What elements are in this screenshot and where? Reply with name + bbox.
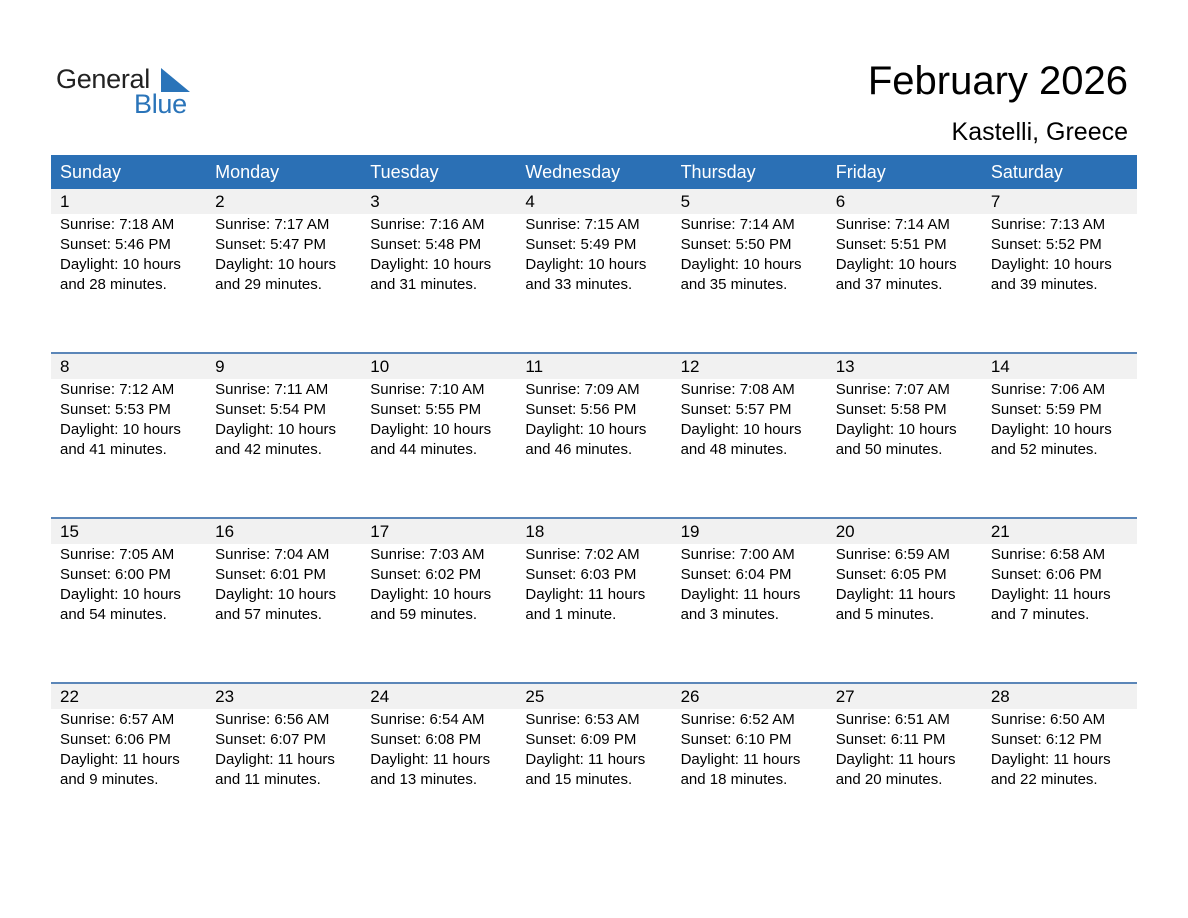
day-info bbox=[361, 544, 516, 625]
weekday-label: Monday bbox=[215, 162, 280, 182]
daylight-minutes-text: and 11 minutes. bbox=[215, 771, 321, 788]
day-cell bbox=[672, 189, 827, 295]
day-cell bbox=[516, 189, 671, 295]
logo-text-general: General bbox=[56, 64, 150, 94]
daylight-text: Daylight: 10 hours bbox=[525, 421, 647, 438]
day-number: 14 bbox=[982, 354, 1137, 379]
daylight-minutes-text: and 28 minutes. bbox=[60, 276, 167, 293]
daylight-text: Daylight: 10 hours bbox=[60, 586, 181, 603]
day-number: 4 bbox=[516, 189, 671, 214]
day-number: 12 bbox=[672, 354, 827, 379]
daylight-text: Daylight: 11 hours bbox=[525, 586, 646, 603]
day-cell bbox=[206, 684, 361, 790]
day-number: 28 bbox=[982, 684, 1137, 709]
daylight-minutes-text: and 52 minutes. bbox=[990, 441, 1098, 458]
sunrise-text: Sunrise: 7:09 AM bbox=[525, 381, 640, 398]
sunset-text: Sunset: 5:48 PM bbox=[370, 236, 482, 253]
sunrise-text: Sunrise: 6:54 AM bbox=[370, 711, 485, 728]
day-info bbox=[361, 709, 516, 790]
day-info bbox=[51, 379, 206, 460]
daylight-minutes-text: and 7 minutes. bbox=[990, 606, 1090, 623]
day-info bbox=[516, 214, 671, 295]
daylight-text: Daylight: 10 hours bbox=[835, 421, 957, 438]
daylight-minutes-text: and 35 minutes. bbox=[680, 276, 788, 293]
day-cell bbox=[672, 519, 827, 625]
day-info bbox=[827, 214, 982, 295]
sunrise-text: Sunrise: 7:00 AM bbox=[680, 546, 795, 563]
daylight-text: Daylight: 10 hours bbox=[835, 256, 957, 273]
day-info bbox=[51, 544, 206, 625]
day-number: 23 bbox=[206, 684, 361, 709]
sunset-text: Sunset: 5:56 PM bbox=[525, 401, 637, 418]
daylight-text: Daylight: 11 hours bbox=[680, 751, 801, 768]
sunrise-text: Sunrise: 7:03 AM bbox=[370, 546, 485, 563]
daylight-text: Daylight: 11 hours bbox=[835, 751, 956, 768]
daylight-minutes-text: and 31 minutes. bbox=[370, 276, 478, 293]
daylight-minutes-text: and 13 minutes. bbox=[370, 771, 478, 788]
day-info bbox=[516, 544, 671, 625]
day-info bbox=[982, 709, 1137, 790]
logo-text-blue: Blue bbox=[134, 89, 187, 119]
day-number: 16 bbox=[206, 519, 361, 544]
sunrise-text: Sunrise: 7:08 AM bbox=[680, 381, 795, 398]
sunrise-text: Sunrise: 7:14 AM bbox=[835, 216, 950, 233]
daylight-minutes-text: and 54 minutes. bbox=[60, 606, 167, 623]
day-cell bbox=[51, 519, 206, 625]
day-cell bbox=[361, 519, 516, 625]
daylight-minutes-text: and 42 minutes. bbox=[215, 441, 322, 458]
sunset-text: Sunset: 6:10 PM bbox=[680, 731, 792, 748]
day-number: 3 bbox=[361, 189, 516, 214]
daylight-minutes-text: and 50 minutes. bbox=[835, 441, 943, 458]
sunset-text: Sunset: 5:57 PM bbox=[680, 401, 792, 418]
daylight-text: Daylight: 10 hours bbox=[370, 256, 492, 273]
day-number: 5 bbox=[672, 189, 827, 214]
daylight-text: Daylight: 10 hours bbox=[215, 421, 337, 438]
day-info bbox=[206, 544, 361, 625]
day-info bbox=[827, 544, 982, 625]
sunrise-text: Sunrise: 7:18 AM bbox=[60, 216, 175, 233]
logo bbox=[56, 64, 206, 120]
day-cell bbox=[982, 189, 1137, 295]
daylight-text: Daylight: 10 hours bbox=[370, 421, 492, 438]
weekday-label: Saturday bbox=[990, 162, 1063, 182]
day-info bbox=[516, 379, 671, 460]
sunset-text: Sunset: 6:12 PM bbox=[990, 731, 1102, 748]
day-info bbox=[51, 709, 206, 790]
day-cell bbox=[51, 354, 206, 460]
daylight-text: Daylight: 11 hours bbox=[990, 751, 1111, 768]
daylight-text: Daylight: 11 hours bbox=[680, 586, 801, 603]
weekday-label: Friday bbox=[835, 162, 886, 182]
sunset-text: Sunset: 5:46 PM bbox=[60, 236, 171, 253]
day-number: 8 bbox=[51, 354, 206, 379]
week-row bbox=[51, 682, 1137, 790]
sunset-text: Sunset: 5:50 PM bbox=[680, 236, 792, 253]
day-number: 2 bbox=[206, 189, 361, 214]
day-cell bbox=[206, 354, 361, 460]
day-number: 21 bbox=[982, 519, 1137, 544]
sunrise-text: Sunrise: 7:02 AM bbox=[525, 546, 640, 563]
day-number: 10 bbox=[361, 354, 516, 379]
day-cell bbox=[827, 354, 982, 460]
sunrise-text: Sunrise: 6:56 AM bbox=[215, 711, 330, 728]
daylight-text: Daylight: 11 hours bbox=[60, 751, 180, 768]
sunrise-text: Sunrise: 6:58 AM bbox=[990, 546, 1106, 563]
daylight-text: Daylight: 10 hours bbox=[215, 256, 337, 273]
sunrise-text: Sunrise: 7:17 AM bbox=[215, 216, 330, 233]
day-number: 11 bbox=[516, 354, 671, 379]
day-info bbox=[206, 379, 361, 460]
sunrise-text: Sunrise: 7:13 AM bbox=[990, 216, 1106, 233]
daylight-text: Daylight: 11 hours bbox=[990, 586, 1111, 603]
daylight-minutes-text: and 48 minutes. bbox=[680, 441, 788, 458]
day-info bbox=[672, 379, 827, 460]
daylight-text: Daylight: 11 hours bbox=[835, 586, 956, 603]
day-info bbox=[51, 214, 206, 295]
day-cell bbox=[982, 684, 1137, 790]
day-info bbox=[982, 379, 1137, 460]
weekday-label: Sunday bbox=[60, 162, 122, 182]
day-cell bbox=[516, 519, 671, 625]
sunset-text: Sunset: 6:09 PM bbox=[525, 731, 637, 748]
day-number: 26 bbox=[672, 684, 827, 709]
day-number: 17 bbox=[361, 519, 516, 544]
sunrise-text: Sunrise: 6:51 AM bbox=[835, 711, 950, 728]
sunrise-text: Sunrise: 6:59 AM bbox=[835, 546, 950, 563]
sunrise-text: Sunrise: 7:10 AM bbox=[370, 381, 485, 398]
sunset-text: Sunset: 5:47 PM bbox=[215, 236, 327, 253]
day-cell bbox=[982, 354, 1137, 460]
daylight-text: Daylight: 10 hours bbox=[215, 586, 337, 603]
sunrise-text: Sunrise: 7:04 AM bbox=[215, 546, 330, 563]
day-cell bbox=[672, 684, 827, 790]
sunset-text: Sunset: 6:08 PM bbox=[370, 731, 482, 748]
location-subtitle: Kastelli, Greece bbox=[951, 118, 1128, 146]
sunset-text: Sunset: 6:00 PM bbox=[60, 566, 171, 583]
sunset-text: Sunset: 6:03 PM bbox=[525, 566, 637, 583]
day-cell bbox=[51, 189, 206, 295]
page-title: February 2026 bbox=[867, 59, 1128, 103]
daylight-minutes-text: and 1 minute. bbox=[525, 606, 617, 623]
week-row bbox=[51, 517, 1137, 625]
daylight-minutes-text: and 41 minutes. bbox=[60, 441, 167, 458]
sunset-text: Sunset: 6:01 PM bbox=[215, 566, 327, 583]
sunrise-text: Sunrise: 7:12 AM bbox=[60, 381, 175, 398]
daylight-text: Daylight: 11 hours bbox=[215, 751, 335, 768]
day-cell bbox=[206, 189, 361, 295]
sunrise-text: Sunrise: 7:16 AM bbox=[370, 216, 485, 233]
sunset-text: Sunset: 5:59 PM bbox=[990, 401, 1102, 418]
day-info bbox=[827, 709, 982, 790]
day-cell bbox=[51, 684, 206, 790]
daylight-minutes-text: and 44 minutes. bbox=[370, 441, 478, 458]
daylight-minutes-text: and 46 minutes. bbox=[525, 441, 633, 458]
day-info bbox=[361, 379, 516, 460]
daylight-minutes-text: and 20 minutes. bbox=[835, 771, 943, 788]
day-cell bbox=[361, 189, 516, 295]
weekday-header bbox=[51, 155, 1137, 189]
day-number: 18 bbox=[516, 519, 671, 544]
sunset-text: Sunset: 5:55 PM bbox=[370, 401, 482, 418]
daylight-minutes-text: and 22 minutes. bbox=[990, 771, 1098, 788]
day-cell bbox=[982, 519, 1137, 625]
day-number: 24 bbox=[361, 684, 516, 709]
daylight-text: Daylight: 10 hours bbox=[680, 256, 802, 273]
day-info bbox=[672, 214, 827, 295]
daylight-text: Daylight: 10 hours bbox=[525, 256, 647, 273]
sunset-text: Sunset: 5:51 PM bbox=[835, 236, 947, 253]
daylight-text: Daylight: 10 hours bbox=[680, 421, 802, 438]
day-info bbox=[982, 544, 1137, 625]
sunset-text: Sunset: 5:54 PM bbox=[215, 401, 327, 418]
sunrise-text: Sunrise: 7:05 AM bbox=[60, 546, 175, 563]
day-info bbox=[827, 379, 982, 460]
day-cell bbox=[361, 684, 516, 790]
day-number: 7 bbox=[982, 189, 1137, 214]
daylight-minutes-text: and 15 minutes. bbox=[525, 771, 633, 788]
daylight-text: Daylight: 10 hours bbox=[990, 421, 1112, 438]
sunrise-text: Sunrise: 6:50 AM bbox=[990, 711, 1106, 728]
day-info bbox=[672, 709, 827, 790]
sunset-text: Sunset: 6:06 PM bbox=[60, 731, 171, 748]
sunrise-text: Sunrise: 6:52 AM bbox=[680, 711, 795, 728]
day-info bbox=[206, 214, 361, 295]
day-number: 19 bbox=[672, 519, 827, 544]
daylight-minutes-text: and 9 minutes. bbox=[60, 771, 159, 788]
sunset-text: Sunset: 6:11 PM bbox=[835, 731, 946, 748]
daylight-minutes-text: and 39 minutes. bbox=[990, 276, 1098, 293]
day-info bbox=[206, 709, 361, 790]
sunrise-text: Sunrise: 6:57 AM bbox=[60, 711, 175, 728]
day-cell bbox=[361, 354, 516, 460]
day-cell bbox=[516, 684, 671, 790]
day-info bbox=[982, 214, 1137, 295]
day-cell bbox=[206, 519, 361, 625]
daylight-minutes-text: and 33 minutes. bbox=[525, 276, 633, 293]
day-cell bbox=[827, 684, 982, 790]
weekday-label: Thursday bbox=[680, 162, 756, 182]
sunset-text: Sunset: 6:07 PM bbox=[215, 731, 327, 748]
sunset-text: Sunset: 5:53 PM bbox=[60, 401, 171, 418]
day-info bbox=[672, 544, 827, 625]
day-number: 15 bbox=[51, 519, 206, 544]
sunrise-text: Sunrise: 7:07 AM bbox=[835, 381, 950, 398]
sunset-text: Sunset: 5:58 PM bbox=[835, 401, 947, 418]
sunset-text: Sunset: 6:06 PM bbox=[990, 566, 1102, 583]
day-number: 6 bbox=[827, 189, 982, 214]
sunset-text: Sunset: 6:02 PM bbox=[370, 566, 482, 583]
daylight-text: Daylight: 11 hours bbox=[525, 751, 646, 768]
sunrise-text: Sunrise: 7:06 AM bbox=[990, 381, 1106, 398]
sunrise-text: Sunrise: 7:15 AM bbox=[525, 216, 640, 233]
day-cell bbox=[827, 519, 982, 625]
daylight-text: Daylight: 10 hours bbox=[990, 256, 1112, 273]
day-number: 9 bbox=[206, 354, 361, 379]
daylight-minutes-text: and 37 minutes. bbox=[835, 276, 943, 293]
daylight-text: Daylight: 11 hours bbox=[370, 751, 491, 768]
daylight-text: Daylight: 10 hours bbox=[60, 256, 181, 273]
day-info bbox=[361, 214, 516, 295]
daylight-minutes-text: and 57 minutes. bbox=[215, 606, 322, 623]
daylight-minutes-text: and 29 minutes. bbox=[215, 276, 322, 293]
day-number: 1 bbox=[51, 189, 206, 214]
daylight-text: Daylight: 10 hours bbox=[60, 421, 181, 438]
day-number: 22 bbox=[51, 684, 206, 709]
sunrise-text: Sunrise: 7:14 AM bbox=[680, 216, 795, 233]
week-row bbox=[51, 352, 1137, 460]
day-number: 27 bbox=[827, 684, 982, 709]
day-number: 13 bbox=[827, 354, 982, 379]
sunset-text: Sunset: 6:04 PM bbox=[680, 566, 792, 583]
sunrise-text: Sunrise: 6:53 AM bbox=[525, 711, 640, 728]
day-info bbox=[516, 709, 671, 790]
day-number: 20 bbox=[827, 519, 982, 544]
daylight-text: Daylight: 10 hours bbox=[370, 586, 492, 603]
day-cell bbox=[672, 354, 827, 460]
day-number: 25 bbox=[516, 684, 671, 709]
sunrise-text: Sunrise: 7:11 AM bbox=[215, 381, 329, 398]
daylight-minutes-text: and 18 minutes. bbox=[680, 771, 788, 788]
daylight-minutes-text: and 3 minutes. bbox=[680, 606, 779, 623]
sunset-text: Sunset: 6:05 PM bbox=[835, 566, 947, 583]
day-cell bbox=[827, 189, 982, 295]
daylight-minutes-text: and 59 minutes. bbox=[370, 606, 478, 623]
weekday-label: Wednesday bbox=[525, 162, 621, 182]
sunset-text: Sunset: 5:49 PM bbox=[525, 236, 637, 253]
weekday-label: Tuesday bbox=[370, 162, 439, 182]
day-cell bbox=[516, 354, 671, 460]
sunset-text: Sunset: 5:52 PM bbox=[990, 236, 1102, 253]
week-row bbox=[51, 189, 1137, 295]
daylight-minutes-text: and 5 minutes. bbox=[835, 606, 935, 623]
